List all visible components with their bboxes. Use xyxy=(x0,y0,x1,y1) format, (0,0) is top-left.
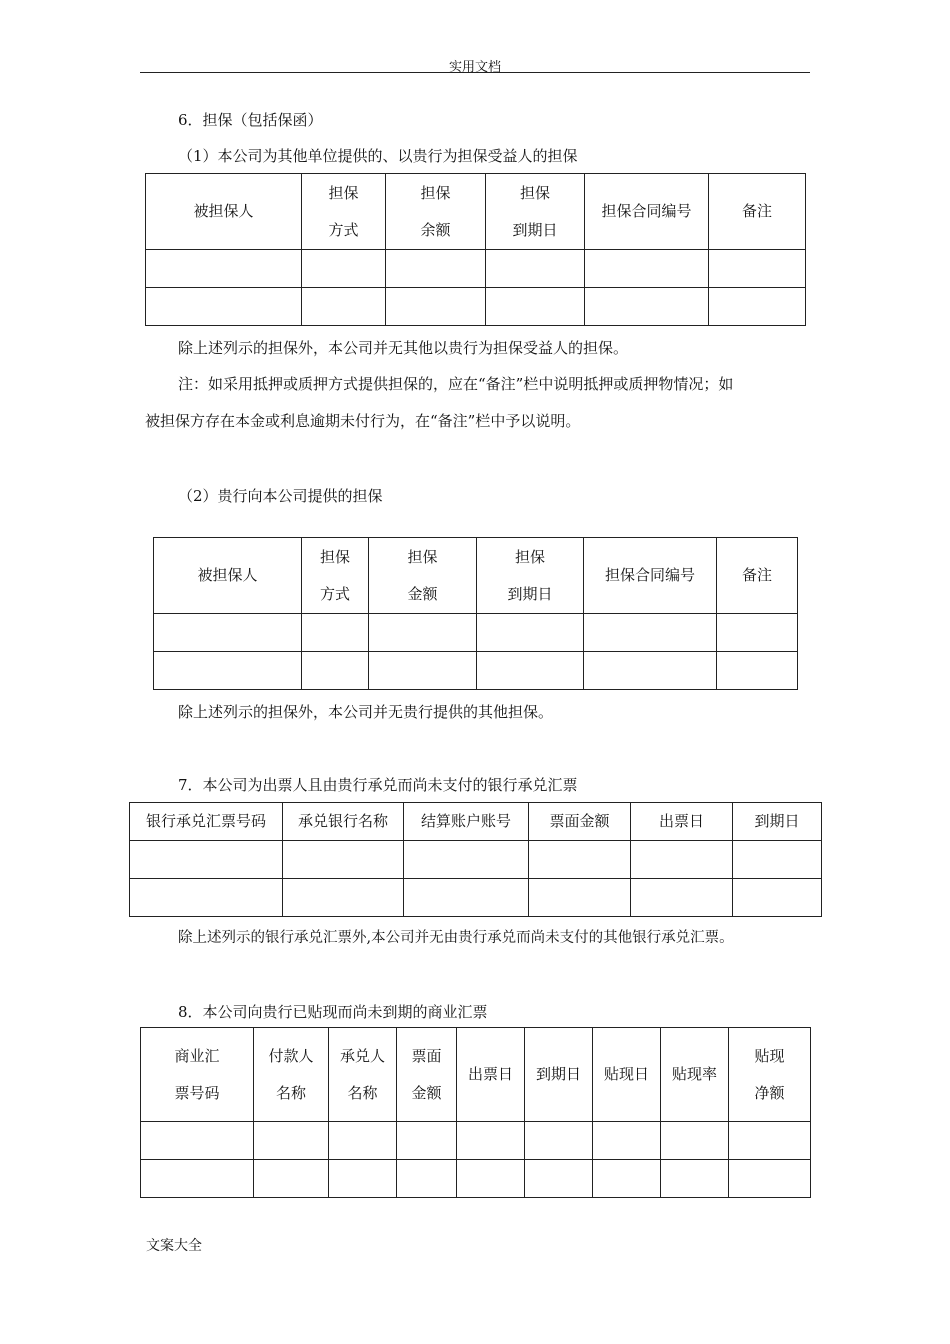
table-cell[interactable] xyxy=(283,879,404,917)
table-row xyxy=(130,841,822,879)
header-cell-remarks: 备注 xyxy=(717,538,798,614)
table-header-row xyxy=(146,174,806,250)
table-cell[interactable] xyxy=(404,841,529,879)
section7-statement: 除上述列示的银行承兑汇票外,本公司并无由贵行承兑而尚未支付的其他银行承兑汇票。 xyxy=(178,930,734,946)
table-cell[interactable] xyxy=(130,841,283,879)
table-cell[interactable] xyxy=(661,1160,729,1198)
header-cell-guarantee-due-date: 担保 到期日 xyxy=(477,538,584,614)
header-rule xyxy=(140,72,810,73)
table-cell[interactable] xyxy=(631,841,733,879)
page-footer-text: 文案大全 xyxy=(146,1238,202,1254)
header-cell-settlement-account: 结算账户账号 xyxy=(404,803,529,841)
table-row xyxy=(141,1122,811,1160)
table-cell[interactable] xyxy=(486,288,585,326)
section6-sub1-heading: （1）本公司为其他单位提供的、以贵行为担保受益人的担保 xyxy=(178,147,578,165)
header-cell-discount-date: 贴现日 xyxy=(593,1028,661,1122)
table-cell[interactable] xyxy=(386,250,486,288)
table-cell[interactable] xyxy=(584,652,717,690)
guarantee-table-1 xyxy=(145,173,806,326)
header-cell-face-amount: 票面金额 xyxy=(529,803,631,841)
table-cell[interactable] xyxy=(525,1160,593,1198)
header-cell-payer-name: 付款人 名称 xyxy=(254,1028,329,1122)
table-row xyxy=(146,250,806,288)
header-cell-net-discount: 贴现 净额 xyxy=(729,1028,811,1122)
table-cell[interactable] xyxy=(477,614,584,652)
table-cell[interactable] xyxy=(404,879,529,917)
table-row xyxy=(141,1160,811,1198)
table-cell[interactable] xyxy=(729,1160,811,1198)
section6-sub2-statement: 除上述列示的担保外，本公司并无贵行提供的其他担保。 xyxy=(178,703,554,721)
table-cell[interactable] xyxy=(585,250,709,288)
table-cell[interactable] xyxy=(254,1160,329,1198)
header-cell-issue-date: 出票日 xyxy=(631,803,733,841)
guarantee-table-2 xyxy=(153,537,798,690)
section6-sub1-statement: 除上述列示的担保外，本公司并无其他以贵行为担保受益人的担保。 xyxy=(178,339,629,357)
table-cell[interactable] xyxy=(717,614,798,652)
table-cell[interactable] xyxy=(302,614,369,652)
table-cell[interactable] xyxy=(709,288,806,326)
table-cell[interactable] xyxy=(585,288,709,326)
table-header-row xyxy=(154,538,798,614)
table-cell[interactable] xyxy=(154,652,302,690)
table-cell[interactable] xyxy=(369,652,477,690)
header-cell-guarantee-method: 担保 方式 xyxy=(302,538,369,614)
table-cell[interactable] xyxy=(457,1122,525,1160)
header-cell-acceptor-name: 承兑人 名称 xyxy=(329,1028,397,1122)
section6-sub1-note-line2: 被担保方存在本金或利息逾期未付行为，在“备注”栏中予以说明。 xyxy=(145,412,581,430)
table-cell[interactable] xyxy=(302,250,386,288)
table-cell[interactable] xyxy=(529,879,631,917)
page-header-title: 实用文档 xyxy=(448,60,501,75)
table-cell[interactable] xyxy=(733,841,822,879)
table-row xyxy=(130,879,822,917)
section6-sub1-note-line1: 注：如采用抵押或质押方式提供担保的，应在“备注”栏中说明抵押或质押物情况；如 xyxy=(178,375,734,393)
table-cell[interactable] xyxy=(584,614,717,652)
table-cell[interactable] xyxy=(254,1122,329,1160)
table-cell[interactable] xyxy=(329,1122,397,1160)
discounted-bill-table xyxy=(140,1027,811,1198)
table-cell[interactable] xyxy=(386,288,486,326)
header-cell-guaranteed-party: 被担保人 xyxy=(154,538,302,614)
table-cell[interactable] xyxy=(146,288,302,326)
table-cell[interactable] xyxy=(397,1122,457,1160)
table-cell[interactable] xyxy=(369,614,477,652)
table-row xyxy=(154,614,798,652)
table-cell[interactable] xyxy=(130,879,283,917)
table-header-row xyxy=(130,803,822,841)
table-cell[interactable] xyxy=(302,288,386,326)
section7-heading: 7．本公司为出票人且由贵行承兑而尚未支付的银行承兑汇票 xyxy=(178,776,578,794)
section8-heading: 8．本公司向贵行已贴现而尚未到期的商业汇票 xyxy=(178,1003,488,1021)
table-cell[interactable] xyxy=(529,841,631,879)
header-cell-issue-date: 出票日 xyxy=(457,1028,525,1122)
table-cell[interactable] xyxy=(283,841,404,879)
table-cell[interactable] xyxy=(302,652,369,690)
acceptance-bill-table xyxy=(129,802,822,917)
header-cell-due-date: 到期日 xyxy=(525,1028,593,1122)
header-cell-guarantee-balance: 担保 余额 xyxy=(386,174,486,250)
table-cell[interactable] xyxy=(661,1122,729,1160)
table-cell[interactable] xyxy=(717,652,798,690)
table-cell[interactable] xyxy=(631,879,733,917)
header-cell-contract-number: 担保合同编号 xyxy=(584,538,717,614)
table-cell[interactable] xyxy=(329,1160,397,1198)
table-cell[interactable] xyxy=(457,1160,525,1198)
header-cell-bill-number: 商业汇 票号码 xyxy=(141,1028,254,1122)
header-cell-acceptance-bank: 承兑银行名称 xyxy=(283,803,404,841)
table-cell[interactable] xyxy=(477,652,584,690)
header-cell-remarks: 备注 xyxy=(709,174,806,250)
table-cell[interactable] xyxy=(709,250,806,288)
header-cell-due-date: 到期日 xyxy=(733,803,822,841)
table-cell[interactable] xyxy=(593,1160,661,1198)
header-cell-face-amount: 票面 金额 xyxy=(397,1028,457,1122)
header-cell-guarantee-amount: 担保 金额 xyxy=(369,538,477,614)
table-cell[interactable] xyxy=(729,1122,811,1160)
header-cell-discount-rate: 贴现率 xyxy=(661,1028,729,1122)
table-cell[interactable] xyxy=(486,250,585,288)
header-cell-guarantee-method: 担保 方式 xyxy=(302,174,386,250)
table-row xyxy=(146,288,806,326)
table-header-row xyxy=(141,1028,811,1122)
table-row xyxy=(154,652,798,690)
table-cell[interactable] xyxy=(141,1122,254,1160)
table-cell[interactable] xyxy=(733,879,822,917)
header-cell-guaranteed-party: 被担保人 xyxy=(146,174,302,250)
header-cell-contract-number: 担保合同编号 xyxy=(585,174,709,250)
table-cell[interactable] xyxy=(154,614,302,652)
section6-heading: 6．担保（包括保函） xyxy=(178,111,323,129)
table-cell[interactable] xyxy=(593,1122,661,1160)
table-cell[interactable] xyxy=(146,250,302,288)
table-cell[interactable] xyxy=(525,1122,593,1160)
table-cell[interactable] xyxy=(397,1160,457,1198)
header-cell-bill-number: 银行承兑汇票号码 xyxy=(130,803,283,841)
table-cell[interactable] xyxy=(141,1160,254,1198)
section6-sub2-heading: （2）贵行向本公司提供的担保 xyxy=(178,487,383,505)
header-cell-guarantee-due-date: 担保 到期日 xyxy=(486,174,585,250)
